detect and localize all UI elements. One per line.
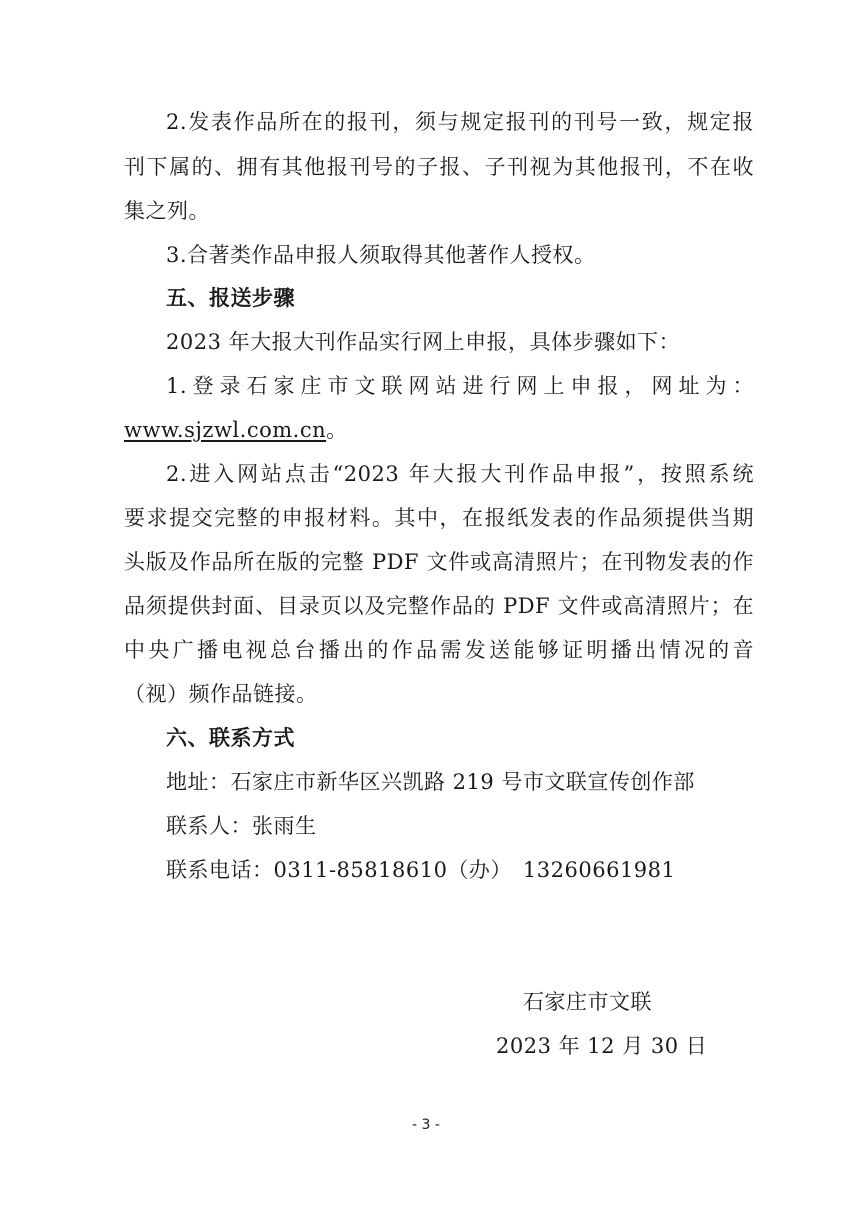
signature-org: 石家庄市文联 — [523, 990, 652, 1014]
website-url-link[interactable]: www.sjzwl.com.cn — [124, 418, 327, 442]
section-heading: 五、报送步骤 — [166, 286, 295, 310]
contact-person-line: 联系人：张雨生 — [166, 814, 317, 838]
paragraph-line: 2023 年大报大刊作品实行网上申报，具体步骤如下： — [166, 330, 681, 354]
phone-line: 联系电话：0311-85818610（办） 13260661981 — [166, 858, 676, 882]
address-line: 地址：石家庄市新华区兴凯路 219 号市文联宣传创作部 — [166, 770, 695, 794]
signature-date: 2023 年 12 月 30 日 — [496, 1034, 708, 1058]
paragraph-line: 要求提交完整的申报材料。其中，在报纸发表的作品须提供当期 — [124, 506, 754, 530]
paragraph-line — [124, 417, 348, 443]
url-punctuation: 。 — [326, 418, 348, 442]
paragraph-line: 头版及作品所在版的完整 PDF 文件或高清照片；在刊物发表的作 — [124, 550, 754, 574]
paragraph-line: 品须提供封面、目录页以及完整作品的 PDF 文件或高清照片；在 — [124, 594, 754, 618]
paragraph-line: 中央广播电视总台播出的作品需发送能够证明播出情况的音 — [124, 638, 754, 662]
paragraph-line: 2.进入网站点击“2023 年大报大刊作品申报”，按照系统 — [166, 462, 754, 486]
section-heading: 六、联系方式 — [166, 726, 295, 750]
paragraph-line: 2.发表作品所在的报刊，须与规定报刊的刊号一致，规定报 — [166, 110, 754, 134]
paragraph-line: 刊下属的、拥有其他报刊号的子报、子刊视为其他报刊，不在收 — [124, 155, 754, 179]
paragraph-line: 3.合著类作品申报人须取得其他著作人授权。 — [166, 243, 596, 267]
page-number: - 3 - — [412, 1117, 440, 1133]
paragraph-line: （视）频作品链接。 — [124, 682, 318, 706]
paragraph-line: 1.登录石家庄市文联网站进行网上申报，网址为： — [166, 374, 754, 398]
paragraph-line: 集之列。 — [124, 199, 210, 223]
